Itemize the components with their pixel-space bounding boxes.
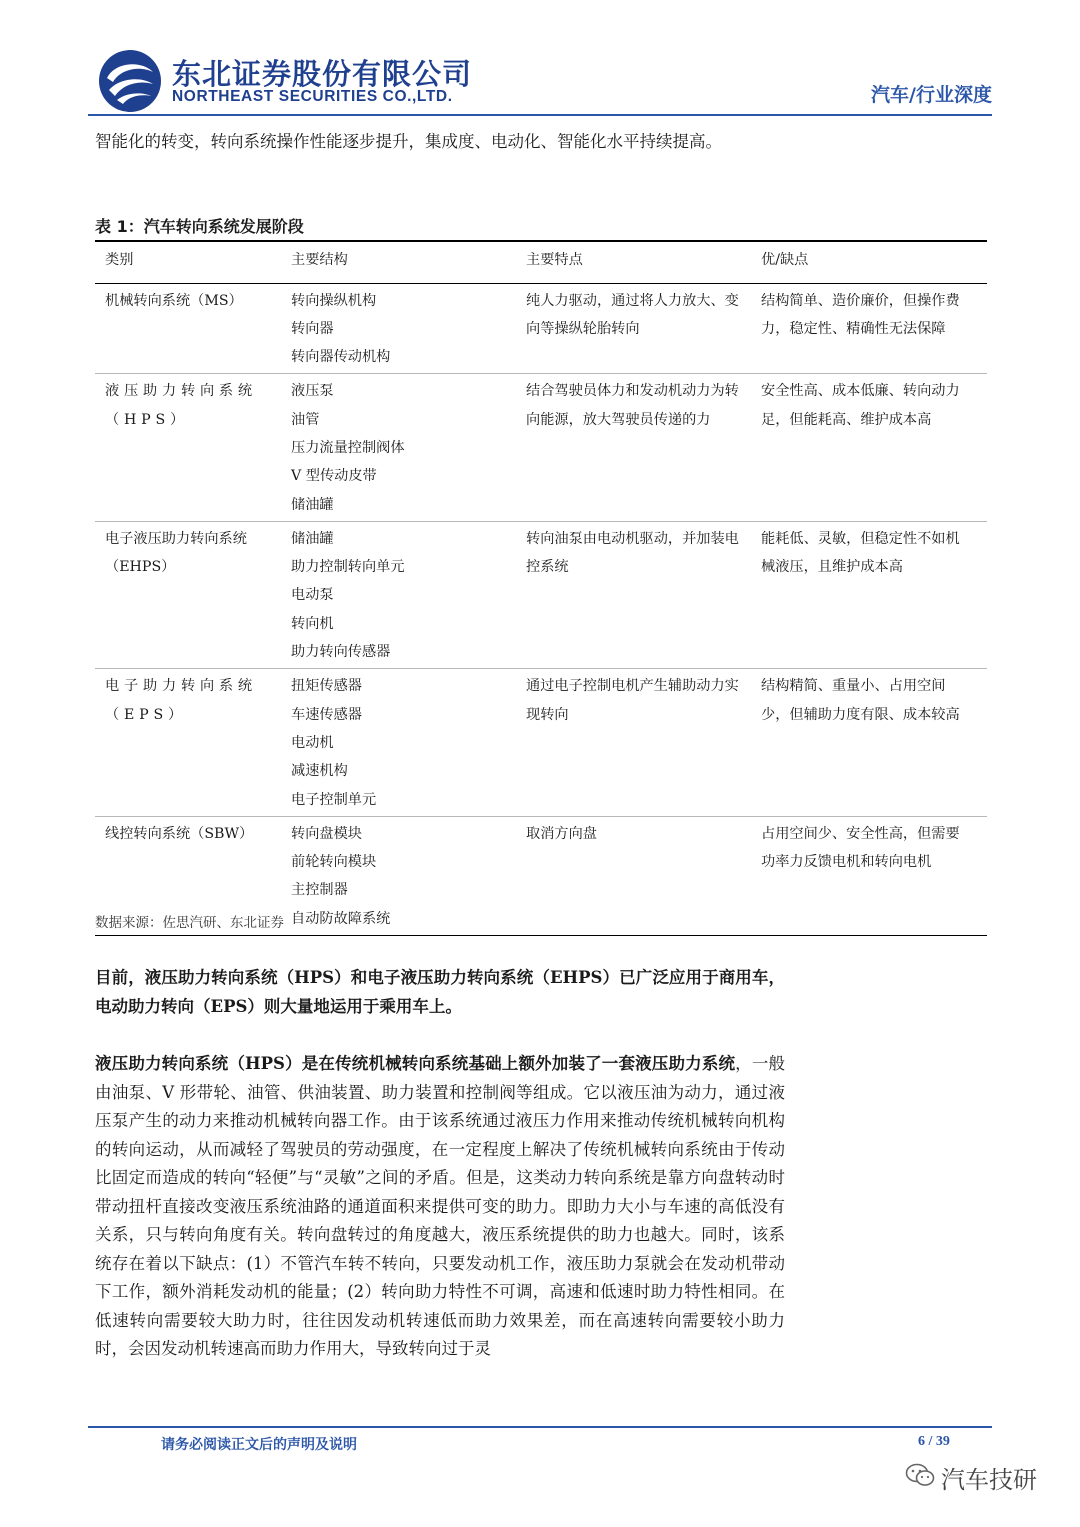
row-category: 机械转向系统（MS） <box>105 292 243 309</box>
disclaimer-note: 请务必阅读正文后的声明及说明 <box>161 1437 357 1453</box>
structure-item: 储油罐 <box>291 496 334 513</box>
structure-item: 油管 <box>291 411 320 428</box>
structure-item: 电动机 <box>291 734 334 751</box>
company-name-cn: 东北证券股份有限公司 <box>172 57 473 91</box>
steering-system-table <box>95 240 987 936</box>
structure-item: 自动防故障系统 <box>291 910 391 927</box>
structure-item: 转向机 <box>291 615 334 632</box>
row-feature: 结合驾驶员体力和发动机动力为转向能源，放大驾驶员传递的力 <box>526 383 739 428</box>
structure-item: 电动泵 <box>291 587 334 604</box>
header-pros-cons: 优/缺点 <box>761 241 987 283</box>
intro-paragraph: 智能化的转变，转向系统操作性能逐步提升，集成度、电动化、智能化水平持续提高。 <box>95 132 722 151</box>
row-pros-cons: 结构精简、重量小、占用空间少，但辅助力度有限、成本较高 <box>761 678 960 723</box>
row-pros-cons: 结构简单、造价廉价，但操作费力，稳定性、精确性无法保障 <box>761 292 960 337</box>
hps-paragraph <box>95 1050 785 1364</box>
structure-item: 助力控制转向单元 <box>291 559 405 576</box>
table-row <box>95 283 987 374</box>
header-divider <box>88 114 992 116</box>
header-feature: 主要特点 <box>526 241 761 283</box>
row-category: 线控转向系统（SBW） <box>105 825 254 842</box>
structure-item: 扭矩传感器 <box>291 678 362 695</box>
row-category: 液压助力转向系统（HPS） <box>105 383 257 428</box>
structure-item: 车速传感器 <box>291 706 362 723</box>
structure-item: 主控制器 <box>291 882 348 899</box>
watermark-text: 汽车技研 <box>941 1466 1037 1494</box>
structure-item: 转向器 <box>291 320 334 337</box>
structure-item: 转向盘模块 <box>291 825 362 842</box>
footer-divider <box>88 1426 992 1428</box>
hps-lead-text: 液压助力转向系统（HPS）是在传统机械转向系统基础上额外加装了一套液压助力系统 <box>95 1054 736 1073</box>
structure-item: 压力流量控制阀体 <box>291 439 405 456</box>
row-pros-cons: 能耗低、灵敏，但稳定性不如机械液压，且维护成本高 <box>761 530 960 576</box>
table-row <box>95 669 987 816</box>
table-row <box>95 521 987 668</box>
structure-item: 前轮转向模块 <box>291 854 377 871</box>
row-pros-cons: 占用空间少、安全性高，但需要功率力反馈电机和转向电机 <box>761 825 960 871</box>
header-structure: 主要结构 <box>291 241 526 283</box>
bold-summary-paragraph: 目前，液压助力转向系统（HPS）和电子液压助力转向系统（EHPS）已广泛应用于商用车，电动助力转向（EPS）则大量地运用于乘用车上。 <box>95 968 785 1016</box>
row-category: 电子助力转向系统（EPS） <box>105 678 257 723</box>
company-name-en: NORTHEAST SECURITIES CO.,LTD. <box>172 88 453 105</box>
row-feature: 纯人力驱动，通过将人力放大、变向等操纵轮胎转向 <box>526 292 739 337</box>
structure-item: V 型传动皮带 <box>291 468 377 485</box>
row-feature: 取消方向盘 <box>526 825 597 842</box>
table-row <box>95 374 987 521</box>
structure-item: 电子控制单元 <box>291 791 377 808</box>
row-pros-cons: 安全性高、成本低廉、转向动力足，但能耗高、维护成本高 <box>761 383 960 428</box>
row-feature: 通过电子控制电机产生辅助动力实现转向 <box>526 678 739 723</box>
company-logo <box>97 48 163 114</box>
structure-item: 转向器传动机构 <box>291 349 391 366</box>
header-category: 类别 <box>95 241 291 283</box>
structure-item: 转向操纵机构 <box>291 292 377 309</box>
wechat-icon <box>905 1462 935 1488</box>
table-header-row <box>95 241 987 283</box>
table-source: 数据来源：佐思汽研、东北证券 <box>95 915 284 931</box>
table-title: 表 1：汽车转向系统发展阶段 <box>95 217 304 236</box>
row-category: 电子液压助力转向系统（EHPS） <box>105 530 247 576</box>
hps-body-text: ，一般由油泵、V 形带轮、油管、供油装置、助力装置和控制阀等组成。它以液压油为动力，通过液压泵产生的动力来推动机械转向器工作。由于该系统通过液压力作用来推动传统机械转向机构的转向运动，从而减轻了驾驶员的劳动强度，在一定程度上解决了传统机械转向系统由于传动比固定而造成的转向“轻便”与“灵敏”之间的矛盾。但是，这类动力转向系统是靠方向盘转动时带动扭杆直接改变液压系统油路的通道面积来提供可变的助力。即助力大小与车速的高低没有关系，只与转向角度有关。转向盘转过的角度越大，液压系统提供的助力也越大。同时，该系统存在着以下缺点：(1）不管汽车转不转向，只要发动机工作，液压助力泵就会在发动机带动下工作，额外消耗发动机的能量；(2）转向助力特性不可调，高速和低速时助力特性相同。在低速转向需要较大助力时，往往因发动机转速低而助力效果差，而在高速转向需要较小助力时，会因发动机转速高而助力作用大，导致转向过于灵 <box>95 1054 785 1358</box>
structure-item: 减速机构 <box>291 763 348 780</box>
structure-item: 储油罐 <box>291 530 334 547</box>
page-number: 6 / 39 <box>918 1434 950 1449</box>
row-feature: 转向油泵由电动机驱动，并加装电控系统 <box>526 530 739 576</box>
report-category: 汽车/行业深度 <box>871 84 992 106</box>
structure-item: 液压泵 <box>291 383 334 400</box>
structure-item: 助力转向传感器 <box>291 644 391 661</box>
